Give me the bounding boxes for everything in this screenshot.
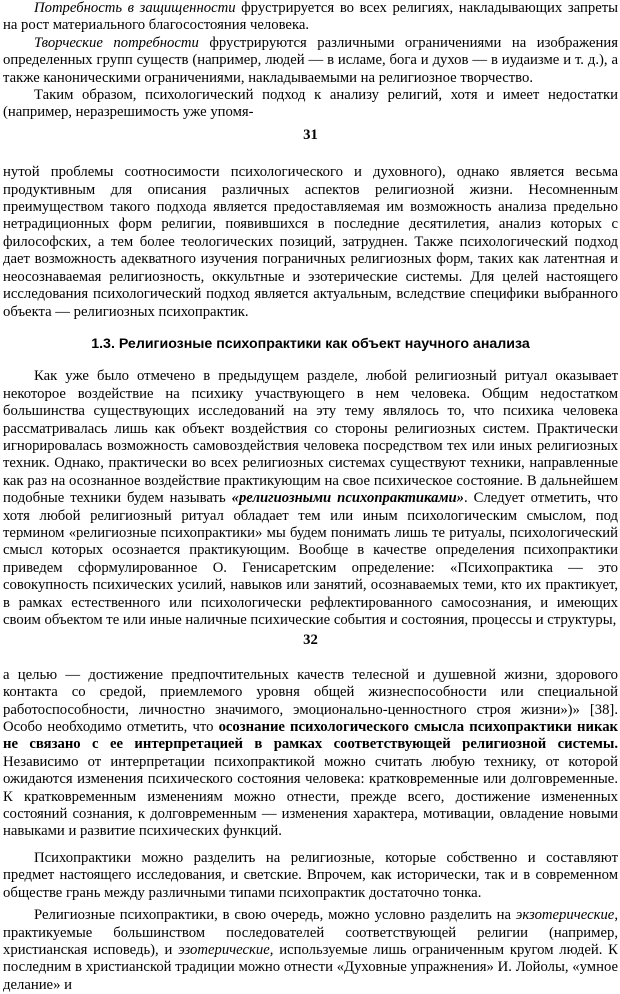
text-segment: а целью — достижение предпочтительных качеств телесной и душевной жизни, здорового контакта со средой, приемлемого уровня общей жизнеспособности или специальной работоспособности, личностно значимого, эмоционально-ценностного строя жизни»)» [38]. Особо необходимо отметить, что [3, 666, 618, 736]
text-segment: фрустрируются различными ограничениями на изображения определенных групп существ (например, людей — в исламе, бога и духов — в иудаизме и т. д.), а также каноническими ограничениями, накладываемыми на религиозное творчество. [3, 34, 618, 86]
page-number-31: 31 [303, 126, 318, 143]
paragraph-continued-31 [3, 164, 618, 321]
paragraph-psychological-approach [3, 87, 618, 122]
text-segment: фрустрируется во всех религиях, накладывающих запреты на рост материального благосостояния человека. [3, 0, 618, 34]
bold-emphasis: осознание психологического смысла психопрактики никак не связано с ее интерпретацией в рамках соответствующей религиозной системы. [3, 719, 618, 753]
paragraph-security-needs [3, 0, 618, 35]
paragraph-religious-secular [3, 850, 618, 902]
italic-term: Потребность в защищенности [34, 0, 236, 16]
text-segment: Психопрактики можно разделить на религиозные, которые собственно и составляют предмет настоящего исследования, и светские. Впрочем, как исторически, так и в современном обществе грань между различными типами психопрактик достаточно тонка. [3, 849, 618, 901]
italic-term: экзотерические, [515, 907, 618, 924]
italic-term: эзотерические, [178, 941, 274, 958]
paragraph-exo-esoteric [3, 907, 618, 994]
text-segment: практикуемые большинством последователей соответствующей религии (например, христианская исповедь), и [3, 924, 618, 958]
paragraph-creative-needs [3, 35, 618, 87]
bold-italic-term: «религиозными психопрактиками» [231, 490, 465, 507]
page-number-32: 32 [303, 632, 318, 649]
section-heading: 1.3. Религиозные психопрактики как объект научного анализа [91, 335, 530, 352]
text-segment: Независимо от интерпретации психопрактикой можно считать любую технику, от которой ожидаются изменения психического состояния человека: кратковременные или долговременные. К кратковременным изменениям можно отнести, прежде всего, достижение измененных состояний сознания, к долговременным — изменения характера, мотивации, овладение новыми навыками и развитие психических функций. [3, 753, 618, 840]
text-segment: Религиозные психопрактики, в свою очередь, можно условно разделить на [34, 907, 516, 924]
text-segment: используемые лишь ограниченным кругом людей. К последним в христианской традиции можно отнести «Духовные упражнения» И. Лойолы, «умное делание» и [3, 941, 618, 993]
paragraph-continued-32 [3, 667, 618, 841]
text-segment: Как уже было отмечено в предыдущем разделе, любой религиозный ритуал оказывает некоторое воздействие на психику участвующего в нем человека. Общим недостатком большинства существующих исследований на эту тему являлось то, что психика человека рассматривалась лишь как объект воздействия со стороны религиозных систем. Практически игнорировалась возможность самовоздействия человека посредством тех или иных религиозных техник. Однако, практически во всех религиозных системах существуют техники, направленные как раз на осознанное воздействие практикующим на свое психическое состояние. В дальнейшем подобные техники будем называть [3, 368, 618, 507]
text-segment: . Следует отметить, что хотя любой религиозный ритуал обладает тем или иным психологическим смыслом, под термином «религиозные психопрактики» мы будем понимать лишь те ритуалы, психологический смысл которых осознается практикующим. Вообще в качестве определения психопрактики приведем сформулированное О. Генисаретским определение: «Психопрактика — это совокупность психических усилий, навыков или занятий, осознаваемых теми, кто их практикует, в рамках естественного или психологически рефлектированного самосознания, и имеющих своим объектом те или иные наличные психические события и состояния, процессы и структуры, [3, 490, 618, 628]
text-segment: Таким образом, психологический подход к анализу религий, хотя и имеет недостатки (например, неразрешимость уже упомя- [3, 87, 618, 121]
italic-term: Творческие потребности [34, 34, 199, 51]
paragraph-psychopractices-definition [3, 368, 618, 629]
text-segment: нутой проблемы соотносимости психологического и духовного), однако является весьма продуктивным для описания различных аспектов религиозной жизни. Несомненным преимуществом такого подхода является предоставляемая им возможность анализа предельно нетрадиционных форм религии, появившихся в последние десятилетия, анализ которых с философских, а тем более теологических позиций, затруднен. Также психологический подход дает возможность адекватного изучения пограничных религиозных форм, таких как латентная и неосознаваемая религиозность, оккультные и эзотерические системы. Для целей настоящего исследования психологический подход является актуальным, вследствие специфики выбранного объекта — религиозных психопрактик. [3, 164, 618, 320]
